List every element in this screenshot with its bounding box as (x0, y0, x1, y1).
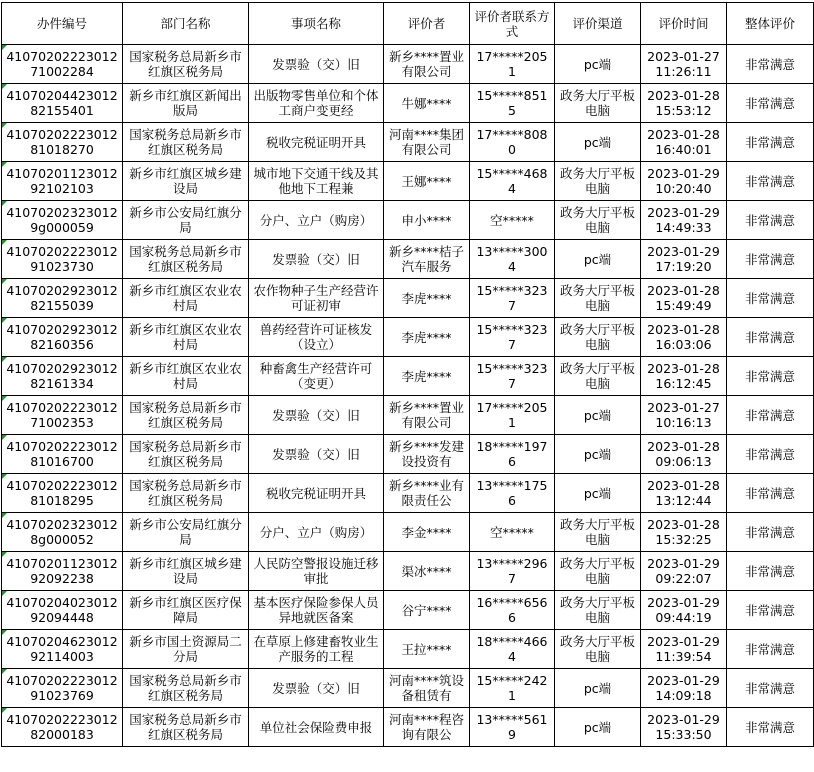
channel-cell: pc端 (555, 396, 641, 435)
table-row (2, 513, 814, 552)
item-name-cell: 在草原上修建畜牧业生产服务的工程 (249, 630, 384, 669)
department-cell: 新乡市公安局红旗分局 (123, 513, 249, 552)
department-cell: 新乡市公安局红旗分局 (123, 201, 249, 240)
table-body (2, 45, 814, 747)
table-row (2, 45, 814, 84)
channel-cell: pc端 (555, 669, 641, 708)
channel-cell: 政务大厅平板电脑 (555, 552, 641, 591)
time-cell: 2023-01-27 11:26:11 (641, 45, 727, 84)
department-cell: 新乡市红旗区城乡建设局 (123, 162, 249, 201)
department-cell: 新乡市红旗区城乡建设局 (123, 552, 249, 591)
channel-cell: pc端 (555, 123, 641, 162)
contact-cell: 17*****205 1 (470, 396, 555, 435)
item-name-cell: 出版物零售单位和个体工商户变更经 (249, 84, 384, 123)
rating-cell: 非常满意 (727, 201, 814, 240)
contact-cell: 13*****561 9 (470, 708, 555, 747)
time-cell: 2023-01-28 16:40:01 (641, 123, 727, 162)
case-id-cell: 41070202923012 82160356 (2, 318, 123, 357)
evaluator-cell: 新乡****发建设投资有 (384, 435, 470, 474)
item-name-cell: 发票验（交）旧 (249, 45, 384, 84)
rating-cell: 非常满意 (727, 591, 814, 630)
item-name-cell: 农作物种子生产经营许可证初审 (249, 279, 384, 318)
time-cell: 2023-01-29 15:33:50 (641, 708, 727, 747)
rating-cell: 非常满意 (727, 357, 814, 396)
time-cell: 2023-01-28 16:12:45 (641, 357, 727, 396)
item-name-cell: 分户、立户（购房） (249, 201, 384, 240)
contact-cell: 15*****323 7 (470, 318, 555, 357)
table-row (2, 84, 814, 123)
case-id-cell: 41070202923012 82155039 (2, 279, 123, 318)
case-id-cell: 41070202223012 91023730 (2, 240, 123, 279)
contact-cell: 15*****323 7 (470, 279, 555, 318)
case-id-cell: 41070202223012 81018295 (2, 474, 123, 513)
table-row (2, 279, 814, 318)
case-id-cell: 41070202223012 91023769 (2, 669, 123, 708)
evaluator-cell: 河南****集团有限公司 (384, 123, 470, 162)
channel-cell: pc端 (555, 435, 641, 474)
time-cell: 2023-01-28 15:32:25 (641, 513, 727, 552)
evaluator-cell: 李虎**** (384, 357, 470, 396)
rating-cell: 非常满意 (727, 162, 814, 201)
channel-cell: 政务大厅平板电脑 (555, 591, 641, 630)
header-case-id: 办件编号 (2, 3, 123, 45)
table-row (2, 669, 814, 708)
department-cell: 国家税务总局新乡市红旗区税务局 (123, 669, 249, 708)
table-row (2, 474, 814, 513)
channel-cell: 政务大厅平板电脑 (555, 279, 641, 318)
case-id-cell: 41070202323012 9g000059 (2, 201, 123, 240)
case-id-cell: 41070202223012 71002353 (2, 396, 123, 435)
time-cell: 2023-01-29 11:39:54 (641, 630, 727, 669)
time-cell: 2023-01-28 16:03:06 (641, 318, 727, 357)
time-cell: 2023-01-28 09:06:13 (641, 435, 727, 474)
header-rating: 整体评价 (727, 3, 814, 45)
contact-cell: 17*****205 1 (470, 45, 555, 84)
evaluator-cell: 新乡****置业有限公司 (384, 45, 470, 84)
department-cell: 新乡市红旗区农业农村局 (123, 279, 249, 318)
rating-cell: 非常满意 (727, 669, 814, 708)
item-name-cell: 税收完税证明开具 (249, 474, 384, 513)
item-name-cell: 种畜禽生产经营许可（变更） (249, 357, 384, 396)
header-row (2, 3, 814, 45)
table-row (2, 357, 814, 396)
item-name-cell: 发票验（交）旧 (249, 435, 384, 474)
header-evaluator: 评价者 (384, 3, 470, 45)
channel-cell: pc端 (555, 240, 641, 279)
evaluator-cell: 新乡****桔子汽车服务 (384, 240, 470, 279)
table-row (2, 396, 814, 435)
header-item-name: 事项名称 (249, 3, 384, 45)
rating-cell: 非常满意 (727, 45, 814, 84)
item-name-cell: 发票验（交）旧 (249, 396, 384, 435)
evaluator-cell: 李虎**** (384, 318, 470, 357)
channel-cell: pc端 (555, 708, 641, 747)
time-cell: 2023-01-29 10:20:40 (641, 162, 727, 201)
case-id-cell: 41070202223012 82000183 (2, 708, 123, 747)
department-cell: 新乡市红旗区农业农村局 (123, 357, 249, 396)
time-cell: 2023-01-28 15:53:12 (641, 84, 727, 123)
department-cell: 国家税务总局新乡市红旗区税务局 (123, 240, 249, 279)
case-id-cell: 41070202223012 71002284 (2, 45, 123, 84)
contact-cell: 16*****656 6 (470, 591, 555, 630)
contact-cell: 15*****323 7 (470, 357, 555, 396)
rating-cell: 非常满意 (727, 84, 814, 123)
time-cell: 2023-01-27 10:16:13 (641, 396, 727, 435)
case-id-cell: 41070204423012 82155401 (2, 84, 123, 123)
rating-cell: 非常满意 (727, 240, 814, 279)
channel-cell: pc端 (555, 45, 641, 84)
evaluator-cell: 王拉**** (384, 630, 470, 669)
case-id-cell: 41070201123012 92102103 (2, 162, 123, 201)
table-row (2, 591, 814, 630)
table-row (2, 240, 814, 279)
case-id-cell: 41070202323012 8g000052 (2, 513, 123, 552)
time-cell: 2023-01-29 14:09:18 (641, 669, 727, 708)
case-id-cell: 41070204023012 92094448 (2, 591, 123, 630)
rating-cell: 非常满意 (727, 318, 814, 357)
time-cell: 2023-01-28 15:49:49 (641, 279, 727, 318)
case-id-cell: 41070201123012 92092238 (2, 552, 123, 591)
table-header (2, 3, 814, 45)
department-cell: 国家税务总局新乡市红旗区税务局 (123, 45, 249, 84)
department-cell: 国家税务总局新乡市红旗区税务局 (123, 123, 249, 162)
evaluator-cell: 河南****筑设备租赁有 (384, 669, 470, 708)
contact-cell: 18*****197 6 (470, 435, 555, 474)
department-cell: 新乡市红旗区医疗保障局 (123, 591, 249, 630)
contact-cell: 空***** (470, 513, 555, 552)
evaluator-cell: 申小**** (384, 201, 470, 240)
header-channel: 评价渠道 (555, 3, 641, 45)
contact-cell: 15*****468 4 (470, 162, 555, 201)
evaluator-cell: 谷宁**** (384, 591, 470, 630)
table-row (2, 552, 814, 591)
table-row (2, 318, 814, 357)
department-cell: 国家税务总局新乡市红旗区税务局 (123, 474, 249, 513)
table-row (2, 123, 814, 162)
department-cell: 国家税务总局新乡市红旗区税务局 (123, 435, 249, 474)
rating-cell: 非常满意 (727, 630, 814, 669)
evaluation-table (1, 2, 814, 747)
header-time: 评价时间 (641, 3, 727, 45)
case-id-cell: 41070202223012 81016700 (2, 435, 123, 474)
contact-cell: 15*****851 5 (470, 84, 555, 123)
department-cell: 新乡市红旗区新闻出版局 (123, 84, 249, 123)
evaluator-cell: 河南****程咨询有限公 (384, 708, 470, 747)
header-contact: 评价者联系方式 (470, 3, 555, 45)
item-name-cell: 分户、立户（购房） (249, 513, 384, 552)
rating-cell: 非常满意 (727, 279, 814, 318)
department-cell: 国家税务总局新乡市红旗区税务局 (123, 396, 249, 435)
rating-cell: 非常满意 (727, 396, 814, 435)
contact-cell: 13*****175 6 (470, 474, 555, 513)
time-cell: 2023-01-29 14:49:33 (641, 201, 727, 240)
channel-cell: 政务大厅平板电脑 (555, 162, 641, 201)
channel-cell: 政务大厅平板电脑 (555, 513, 641, 552)
item-name-cell: 税收完税证明开具 (249, 123, 384, 162)
evaluator-cell: 李金**** (384, 513, 470, 552)
table-row (2, 162, 814, 201)
evaluator-cell: 牛娜**** (384, 84, 470, 123)
case-id-cell: 41070204623012 92114003 (2, 630, 123, 669)
rating-cell: 非常满意 (727, 513, 814, 552)
table-row (2, 630, 814, 669)
rating-cell: 非常满意 (727, 474, 814, 513)
rating-cell: 非常满意 (727, 708, 814, 747)
contact-cell: 18*****466 4 (470, 630, 555, 669)
contact-cell: 17*****808 0 (470, 123, 555, 162)
contact-cell: 空***** (470, 201, 555, 240)
evaluator-cell: 王娜**** (384, 162, 470, 201)
time-cell: 2023-01-28 13:12:44 (641, 474, 727, 513)
department-cell: 新乡市国土资源局二分局 (123, 630, 249, 669)
rating-cell: 非常满意 (727, 123, 814, 162)
case-id-cell: 41070202223012 81018270 (2, 123, 123, 162)
time-cell: 2023-01-29 09:44:19 (641, 591, 727, 630)
evaluator-cell: 新乡****业有限责任公 (384, 474, 470, 513)
channel-cell: 政务大厅平板电脑 (555, 318, 641, 357)
item-name-cell: 发票验（交）旧 (249, 669, 384, 708)
contact-cell: 13*****300 4 (470, 240, 555, 279)
channel-cell: 政务大厅平板电脑 (555, 357, 641, 396)
item-name-cell: 单位社会保险费申报 (249, 708, 384, 747)
table-row (2, 435, 814, 474)
evaluator-cell: 李虎**** (384, 279, 470, 318)
table-row (2, 708, 814, 747)
department-cell: 新乡市红旗区农业农村局 (123, 318, 249, 357)
channel-cell: 政务大厅平板电脑 (555, 630, 641, 669)
item-name-cell: 发票验（交）旧 (249, 240, 384, 279)
evaluator-cell: 新乡****置业有限公司 (384, 396, 470, 435)
item-name-cell: 基本医疗保险参保人员异地就医备案 (249, 591, 384, 630)
contact-cell: 15*****242 1 (470, 669, 555, 708)
channel-cell: 政务大厅平板电脑 (555, 201, 641, 240)
item-name-cell: 人民防空警报设施迁移审批 (249, 552, 384, 591)
contact-cell: 13*****296 7 (470, 552, 555, 591)
department-cell: 国家税务总局新乡市红旗区税务局 (123, 708, 249, 747)
rating-cell: 非常满意 (727, 552, 814, 591)
item-name-cell: 兽药经营许可证核发（设立） (249, 318, 384, 357)
header-department: 部门名称 (123, 3, 249, 45)
time-cell: 2023-01-29 17:19:20 (641, 240, 727, 279)
table-row (2, 201, 814, 240)
item-name-cell: 城市地下交通干线及其他地下工程兼 (249, 162, 384, 201)
channel-cell: 政务大厅平板电脑 (555, 84, 641, 123)
case-id-cell: 41070202923012 82161334 (2, 357, 123, 396)
channel-cell: pc端 (555, 474, 641, 513)
evaluator-cell: 渠冰**** (384, 552, 470, 591)
rating-cell: 非常满意 (727, 435, 814, 474)
time-cell: 2023-01-29 09:22:07 (641, 552, 727, 591)
